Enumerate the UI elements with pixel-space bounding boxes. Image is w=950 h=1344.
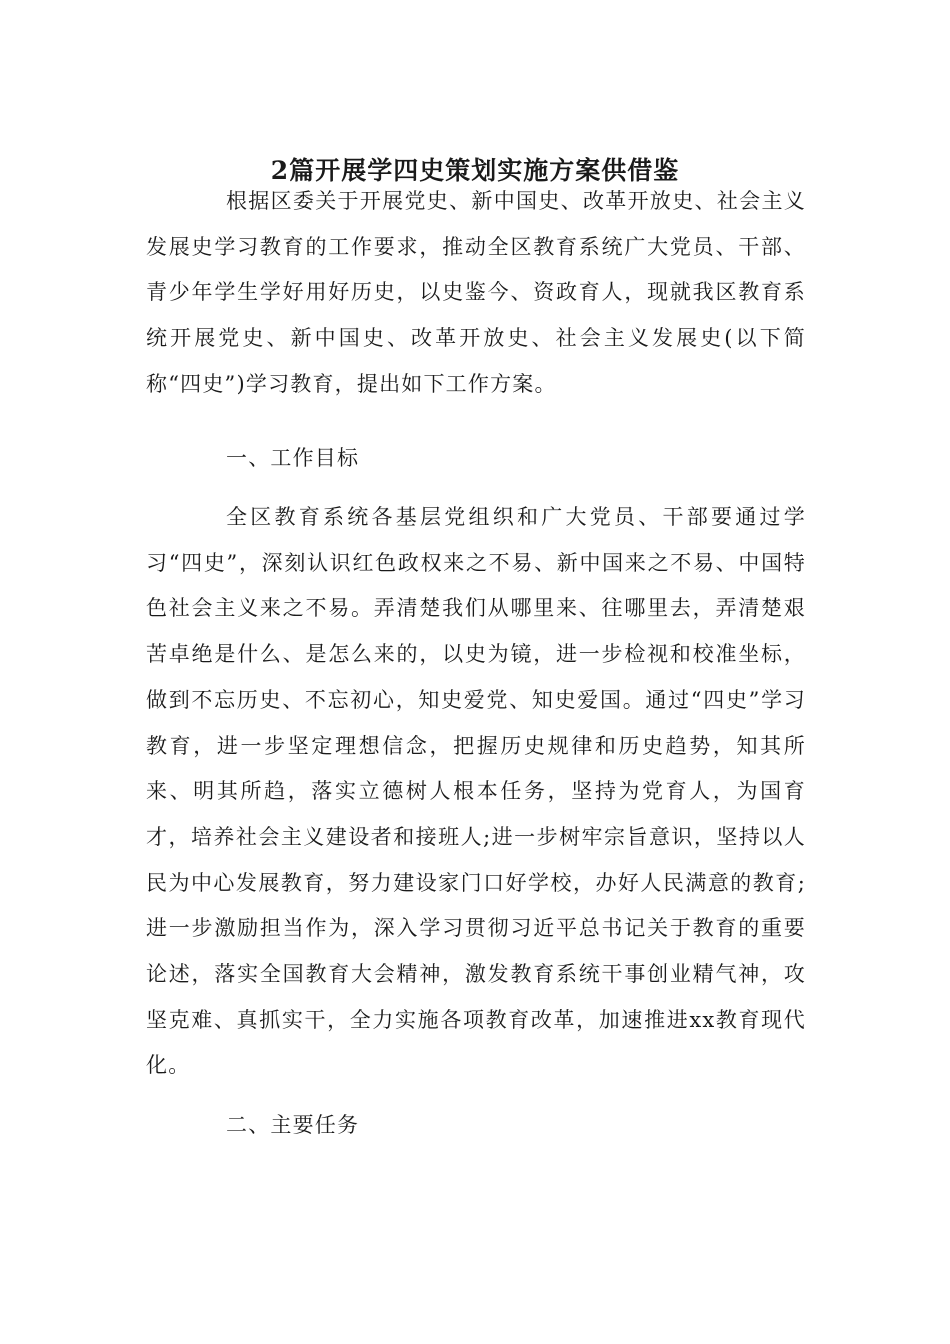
goals-paragraph: 全区教育系统各基层党组织和广大党员、干部要通过学习“四史”，深刻认识红色政权来之不易、新中国来之不易、中国特色社会主义来之不易。弄清楚我们从哪里来、往哪里去，弄清楚艰苦卓绝是什么、是怎么来的，以史为镜，进一步检视和校准坐标，做到不忘历史、不忘初心，知史爱党、知史爱国。通过“四史”学习教育，进一步坚定理想信念，把握历史规律和历史趋势，知其所来、明其所趋，落实立德树人根本任务，坚持为党育人，为国育才，培养社会主义建设者和接班人;进一步树牢宗旨意识，坚持以人民为中心发展教育，努力建设家门口好学校，办好人民满意的教育;进一步激励担当作为，深入学习贯彻习近平总书记关于教育的重要论述，落实全国教育大会精神，激发教育系统干事创业精气神，攻坚克难、真抓实干，全力实施各项教育改革，加速推进xx教育现代化。 xyxy=(146,505,806,1078)
section-heading-goals: 一、工作目标 xyxy=(226,446,360,470)
intro-paragraph: 根据区委关于开展党史、新中国史、改革开放史、社会主义发展史学习教育的工作要求，推动全区教育系统广大党员、干部、青少年学生学好用好历史，以史鉴今、资政育人，现就我区教育系统开展党史、新中国史、改革开放史、社会主义发展史(以下简称“四史”)学习教育，提出如下工作方案。 xyxy=(146,189,806,396)
document-title: 2篇开展学四史策划实施方案供借鉴 xyxy=(270,155,680,185)
section-heading-tasks: 二、主要任务 xyxy=(226,1113,360,1137)
